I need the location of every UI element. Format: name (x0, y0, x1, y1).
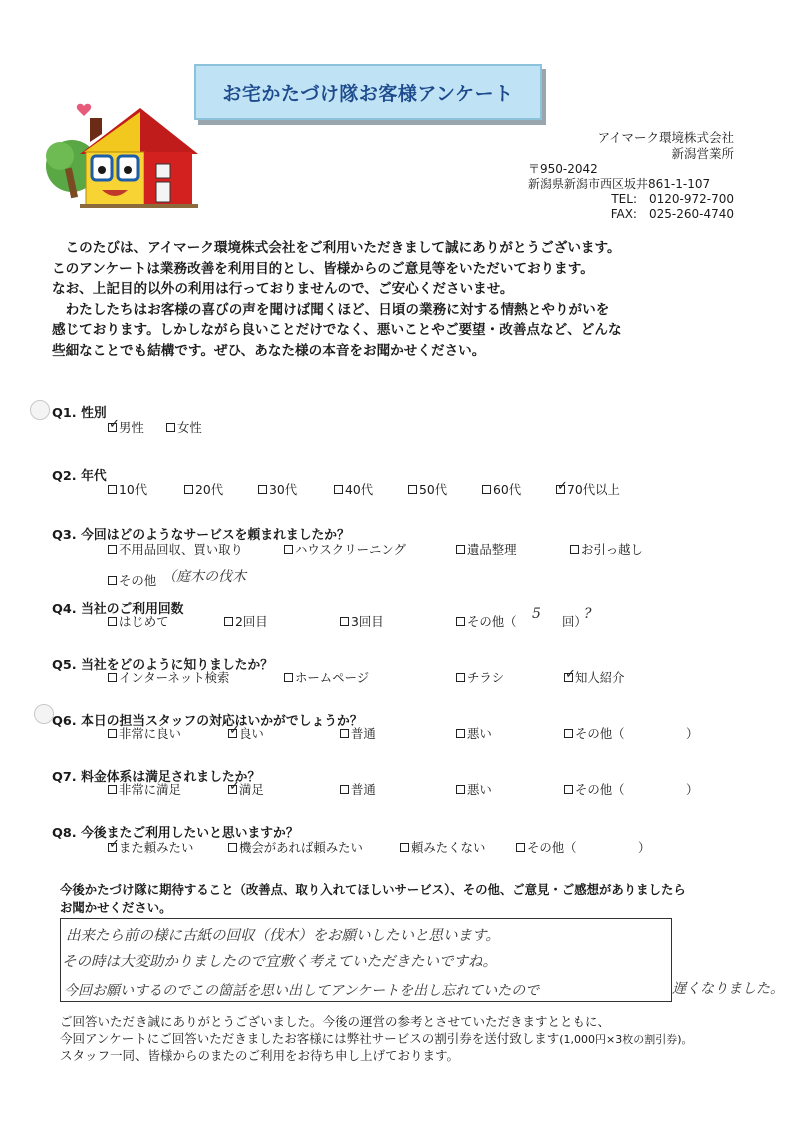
checkbox (108, 545, 117, 554)
comment-prompt (60, 880, 686, 916)
q2-option-70s-plus[interactable]: ✓ 70代以上 (556, 480, 620, 498)
q3-other-handwritten: （庭木の伐木 (162, 569, 246, 585)
checkbox (108, 423, 117, 432)
q5-option-homepage[interactable]: ホームページ (284, 668, 369, 686)
checkbox (556, 485, 565, 494)
q2-option-60s[interactable]: 60代 (482, 480, 521, 498)
q7-option-bad[interactable]: 悪い (456, 780, 492, 798)
checkbox (284, 545, 293, 554)
q5-option-flyer[interactable]: チラシ (456, 668, 504, 686)
checkbox (482, 485, 491, 494)
checkbox (456, 729, 465, 738)
q3-option-moving[interactable]: お引っ越し (570, 540, 643, 558)
q8-label: Q8. 今後またご利用したいと思いますか？ (52, 826, 299, 841)
checkbox (108, 843, 117, 852)
q8-option-again[interactable]: ✓ また頼みたい (108, 838, 193, 856)
comment-prompt-line: 今後かたづけ隊に期待すること（改善点、取り入れてほしいサービス）、その他、ご意見・ご感想がありましたら (60, 882, 686, 897)
intro-line: このたびは、アイマーク環境株式会社をご利用いただきまして誠にありがとうございます。 (52, 240, 621, 256)
checkbox (108, 617, 117, 626)
address-block (528, 162, 734, 222)
checkbox (284, 673, 293, 682)
q7-option-satisfied[interactable]: ✓ 満足 (228, 780, 264, 798)
q6-option-average[interactable]: 普通 (340, 724, 376, 742)
comment-handwritten-line: 遅くなりました。 (672, 981, 784, 997)
q8-option-if-chance[interactable]: 機会があれば頼みたい (228, 838, 363, 856)
checkbox (228, 785, 237, 794)
q5-option-internet-search[interactable]: インターネット検索 (108, 668, 229, 686)
company-office: 新潟営業所 (671, 146, 734, 161)
survey-title: お宅かたづけ隊お客様アンケート (222, 82, 514, 105)
punch-hole (30, 400, 50, 420)
intro-line: 感じております。しかしながら良いことだけでなく、悪いことやご要望・改善点など、どんな (52, 322, 622, 338)
checkbox (166, 423, 175, 432)
q4-label: Q4. 当社のご利用回数 (52, 602, 184, 617)
checkbox (228, 843, 237, 852)
q2-option-50s[interactable]: 50代 (408, 480, 447, 498)
survey-title-banner (194, 64, 542, 120)
comment-handwritten-line: 出来たら前の様に古紙の回収（伐木）をお願いしたいと思います。 (66, 928, 500, 944)
q5-label: Q5. 当社をどのように知りましたか？ (52, 658, 274, 673)
checkbox (108, 673, 117, 682)
checkbox (224, 617, 233, 626)
q6-label: Q6. 本日の担当スタッフの対応はいかがでしょうか？ (52, 714, 363, 729)
checkbox (456, 545, 465, 554)
checkbox (184, 485, 193, 494)
closing-line: ご回答いただき誠にありがとうございました。今後の運営の参考とさせていただきますとともに、 (60, 1014, 611, 1029)
q4-count-suffix: 回） (562, 614, 587, 629)
checkbox (340, 729, 349, 738)
checkbox (340, 617, 349, 626)
checkbox (340, 785, 349, 794)
q8-option-other[interactable]: その他（ (516, 838, 577, 856)
checkbox (334, 485, 343, 494)
fax-number: FAX: 025-260-4740 (610, 207, 734, 221)
checkbox (400, 843, 409, 852)
q2-option-20s[interactable]: 20代 (184, 480, 223, 498)
checkbox (456, 785, 465, 794)
heart-icon (77, 104, 91, 116)
address-line: 新潟県新潟市西区坂井861-1-107 (528, 177, 711, 191)
intro-line: 些細なことでも結構です。ぜひ、あなた様の本音をお聞かせください。 (52, 342, 486, 359)
q4-option-other[interactable]: その他（ (456, 612, 517, 630)
q5-option-referral[interactable]: ✓ 知人紹介 (564, 668, 625, 686)
checkbox (564, 729, 573, 738)
q3-option-estate-cleanup[interactable]: 遺品整理 (456, 540, 517, 558)
phone-number: TEL: 0120-972-700 (611, 192, 734, 206)
checkbox (516, 843, 525, 852)
comment-prompt-line: お聞かせください。 (60, 900, 172, 915)
q2-option-30s[interactable]: 30代 (258, 480, 297, 498)
checkbox (108, 485, 117, 494)
checkbox (570, 545, 579, 554)
q3-option-other[interactable]: その他 (108, 571, 156, 589)
checkbox (564, 673, 573, 682)
intro-paragraph (52, 238, 752, 361)
intro-line: なお、上記目的以外の利用は行っておりませんので、ご安心くださいませ。 (52, 281, 514, 297)
q1-label: Q1. 性別 (52, 406, 107, 421)
intro-line: わたしたちはお客様の喜びの声を聞けば聞くほど、日頃の業務に対する情熱とやりがいを (52, 301, 610, 318)
q8-option-no[interactable]: 頼みたくない (400, 838, 485, 856)
checkbox (228, 729, 237, 738)
q3-label: Q3. 今回はどのようなサービスを頼まれましたか？ (52, 528, 350, 543)
q2-option-40s[interactable]: 40代 (334, 480, 373, 498)
checkbox (108, 576, 117, 585)
q2-label: Q2. 年代 (52, 469, 107, 484)
q7-option-other[interactable]: その他（ (564, 780, 625, 798)
q7-other-close: ） (686, 782, 699, 797)
punch-hole (34, 704, 54, 724)
checkbox (258, 485, 267, 494)
checkbox (108, 729, 117, 738)
q4-option-first-time[interactable]: はじめて (108, 612, 169, 630)
comment-handwritten-line: その時は大変助かりましたので宜敷く考えていただきたいですね。 (62, 954, 497, 970)
q1-option-female[interactable]: 女性 (166, 418, 202, 436)
checkbox (108, 785, 117, 794)
postal-code: 〒950-2042 (528, 162, 598, 176)
q6-option-other[interactable]: その他（ (564, 724, 625, 742)
house-mascot-illustration (40, 98, 200, 216)
company-name: アイマーク環境株式会社 (597, 130, 734, 145)
q6-option-bad[interactable]: 悪い (456, 724, 492, 742)
q6-other-close: ） (686, 726, 699, 741)
company-block (520, 130, 734, 162)
q4-option-third[interactable]: 3回目 (340, 612, 384, 630)
q6-option-very-good[interactable]: 非常に良い (108, 724, 181, 742)
closing-line: 今回アンケートにご回答いただきましたお客様には弊社サービスの割引券を送付致します(1,000円×3枚の割引券)。 (60, 1031, 693, 1046)
checkbox (456, 617, 465, 626)
q4-option-second[interactable]: 2回目 (224, 612, 268, 630)
q1-option-male[interactable]: ✓ 男性 (108, 418, 144, 436)
q2-option-10s[interactable]: 10代 (108, 480, 147, 498)
q7-option-average[interactable]: 普通 (340, 780, 376, 798)
q3-option-house-cleaning[interactable]: ハウスクリーニング (284, 540, 406, 558)
checkbox (456, 673, 465, 682)
q4-count-handwritten: 5 (532, 606, 541, 622)
checkbox (564, 785, 573, 794)
q7-option-very-satisfied[interactable]: 非常に満足 (108, 780, 181, 798)
q6-option-good[interactable]: ✓ 良い (228, 724, 264, 742)
q8-other-close: ） (638, 840, 651, 855)
q4-question-mark-handwritten: ? (584, 606, 592, 622)
checkbox (408, 485, 417, 494)
comment-handwritten-line: 今回お願いするのでこの箇話を思い出してアンケートを出し忘れていたので (64, 983, 540, 999)
closing-line: スタッフ一同、皆様からのまたのご利用をお待ち申し上げております。 (60, 1048, 460, 1063)
q3-option-junk-removal[interactable]: 不用品回収、買い取り (108, 540, 243, 558)
intro-line: このアンケートは業務改善を利用目的とし、皆様からのご意見等をいただいております。 (52, 260, 594, 277)
q7-label: Q7. 料金体系は満足されましたか？ (52, 770, 261, 785)
